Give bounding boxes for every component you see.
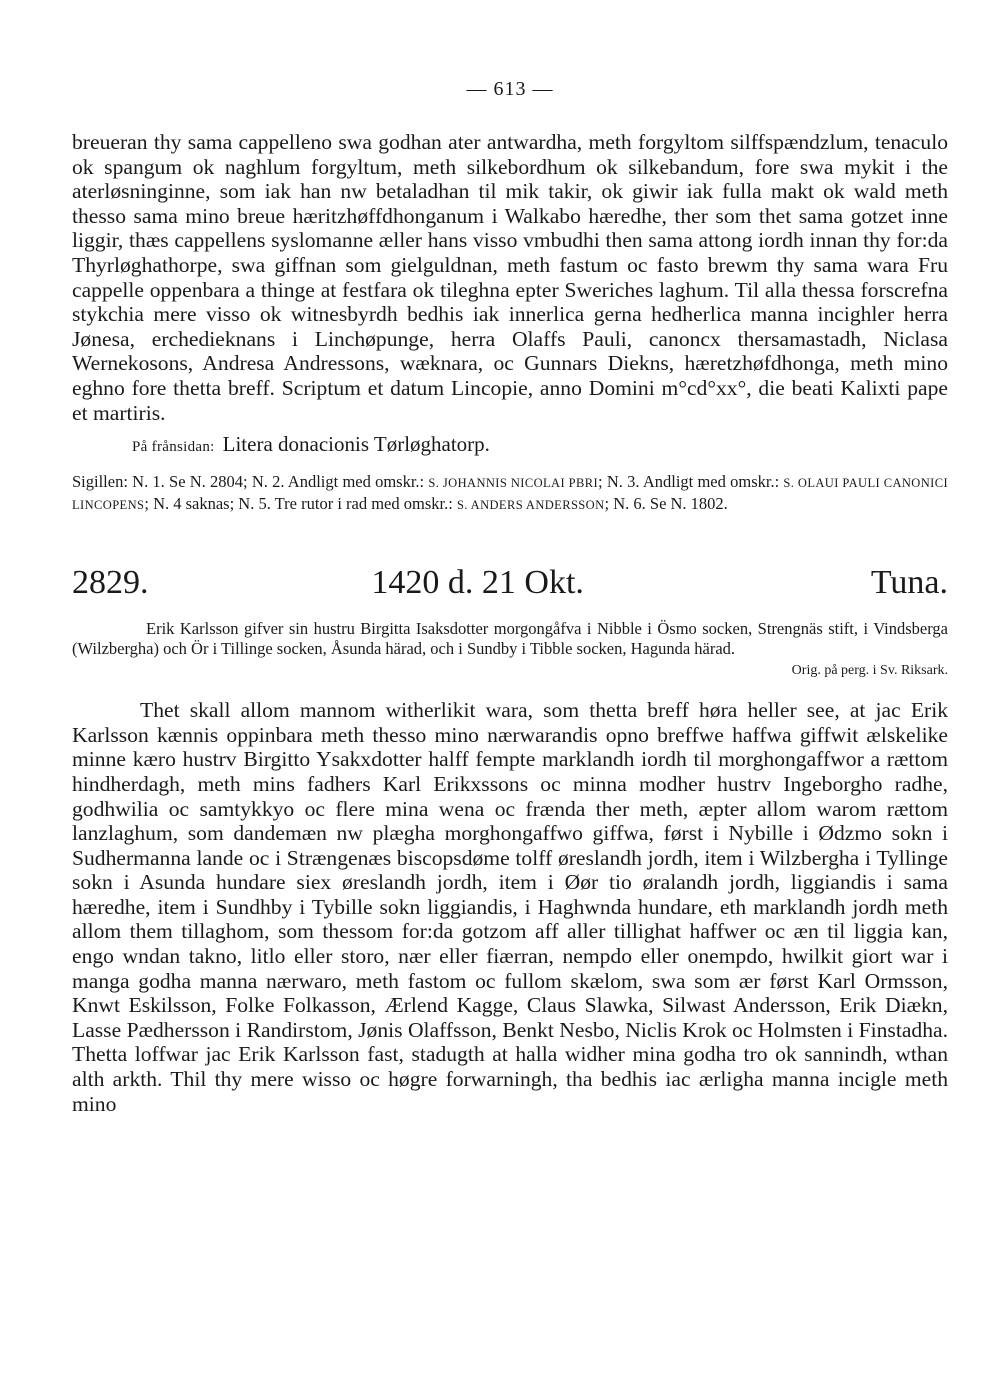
reverse-note	[72, 431, 948, 460]
document-header	[72, 563, 948, 603]
reverse-text: Litera donacionis Tørløghatorp.	[222, 432, 490, 457]
seals-part-3: ; N. 4 saknas; N. 5. Tre rutor i rad med omskr.:	[144, 493, 457, 513]
document-page	[72, 78, 948, 1116]
continued-charter-text	[72, 130, 948, 425]
document-source: Orig. på perg. i Sv. Riksark.	[791, 663, 948, 679]
document-text: Thet skall allom mannom witherlikit wara, som thetta breff høra heller see, at jac Erik Karlsson kænnis oppinbara meth thesso mino nærwarandis opno breffwe haffwa giffwit ælskelike minne kæro hustrv Birgitto Ysakxdotter halff fempte marklandh iordh til morghongaffwor a rættom hindherdagh, meth mins fadhers Karl Erikxssons oc minna modher hustrv Ingeborgho radhe, godhwilia oc samtykkyo oc flere mina wena oc frænda ther meth, æpter allom warom rættom lanzlaghum, som dandemæn nw plægha morghongaffwo giffwa, først i Nybille i Ødzmo sokn i Sudhermanna lande oc i Strængenæs biscopsdøme tolff øreslandh jordh, item i Wilzbergha i Tyllinge sokn i Asunda hundare siex øreslandh jordh, item i Øør tio øralandh jordh, liggiandis i sama hæredhe, item i Sundhby i Tybille sokn liggiandis, i Haghwnda hundare, eth marklandh jordh meth allom them tillaghom, som thessom for:da gotzom aff aller tillighat haffwer oc æn til liggia kan, engo wndan takno, litlo eller storo, nær eller fiærran, nempdo eller onempdo, hwilkit giort war i manga godha manna nærwaro, meth fastom oc fullom skælom, swa som ær først Karl Ormsson, Knwt Eskilsson, Folke Folkasson, Ærlend Kagge, Claus Slawka, Silwast Andersson, Erik Diækn, Lasse Pædhersson i Randirstom, Jønis Olaffsson, Benkt Nesbo, Niclis Krok oc Holmsten i Finstadha. Thetta loffwar jac Erik Karlsson fast, stadugth at halla widher mina godha tro ok sannindh, wthan alth arkth. Thil thy mere wisso oc høgre forwarningh, tha bedhis iac ærligha manna incigle meth mino	[72, 698, 948, 1116]
seals-description	[72, 472, 948, 515]
page-number: — 613 —	[466, 78, 554, 100]
document-summary: Erik Karlsson gifver sin hustru Birgitta Isaksdotter morgongåfva i Nibble i Ösmo socken, Strengnäs stift, i Vindsberga (Wilzbergha) och Ör i Tillinge socken, Åsunda härad, och i Sundby i Tibble socken, Hagunda härad.	[72, 619, 948, 658]
seal-inscription-1: S. JOHANNIS NICOLAI PBRI	[428, 476, 599, 491]
document-place: Tuna.	[870, 564, 948, 602]
seal-inscription-3: S. ANDERS ANDERSSON	[456, 497, 605, 512]
seals-part-1: Sigillen: N. 1. Se N. 2804; N. 2. Andligt med omskr.:	[72, 472, 429, 492]
seals-part-2: ; N. 3. Andligt med omskr.:	[598, 472, 784, 492]
seals-part-4: ; N. 6. Se N. 1802.	[604, 493, 728, 513]
document-number: 2829.	[72, 564, 149, 602]
document-date: 1420 d. 21 Okt.	[371, 564, 584, 602]
continued-paragraph: breueran thy sama cappelleno swa godhan ater antwardha, meth forgyltom silffspændzlum, tenaculo ok spangum ok naghlum forgyltum, meth silkebordhum ok silkebandum, fore swa mykit i the aterløsninginne, som iak han nw betaladhan til mik takir, ok giwir iak fulla makt ok wald meth thesso sama mino breue hæritzhøffdhonganum i Walkabo hæredhe, ther som thet sama gotzet inne liggir, thæs cappellens syslomanne æller hans visso vmbudhi then sama attong iordh innan thy for:da Thyrløghathorpe, swa giffnan som gielguldnan, meth fastum oc fasto brewm thy sama wara Fru cappelle oppenbara a thinge at festfara ok tileghna epter Sweriches laghum. Til alla thessa forscrefna stykchia mere visso ok witnesbyrdh bedhis iak innerlica gerna hedherlica manna incighler herra Jønesa, erchedieknans i Linchøpunge, herra Olaffs Pauli, canoncx thersamastadh, Niclasa Wernekosons, Andresa Andressons, wæknara, oc Gunnars Diekns, hæretzhøfdhonga, meth mino eghno fore thetta breff. Scriptum et datum Lincopie, anno Domini m°cd°xx°, die beati Kalixti pape et martiris.	[72, 130, 948, 425]
seal-inscription-2: S. OLAUI PAULI CANONICI LINCOPENS	[72, 476, 949, 512]
reverse-label: På frånsidan:	[132, 439, 215, 456]
